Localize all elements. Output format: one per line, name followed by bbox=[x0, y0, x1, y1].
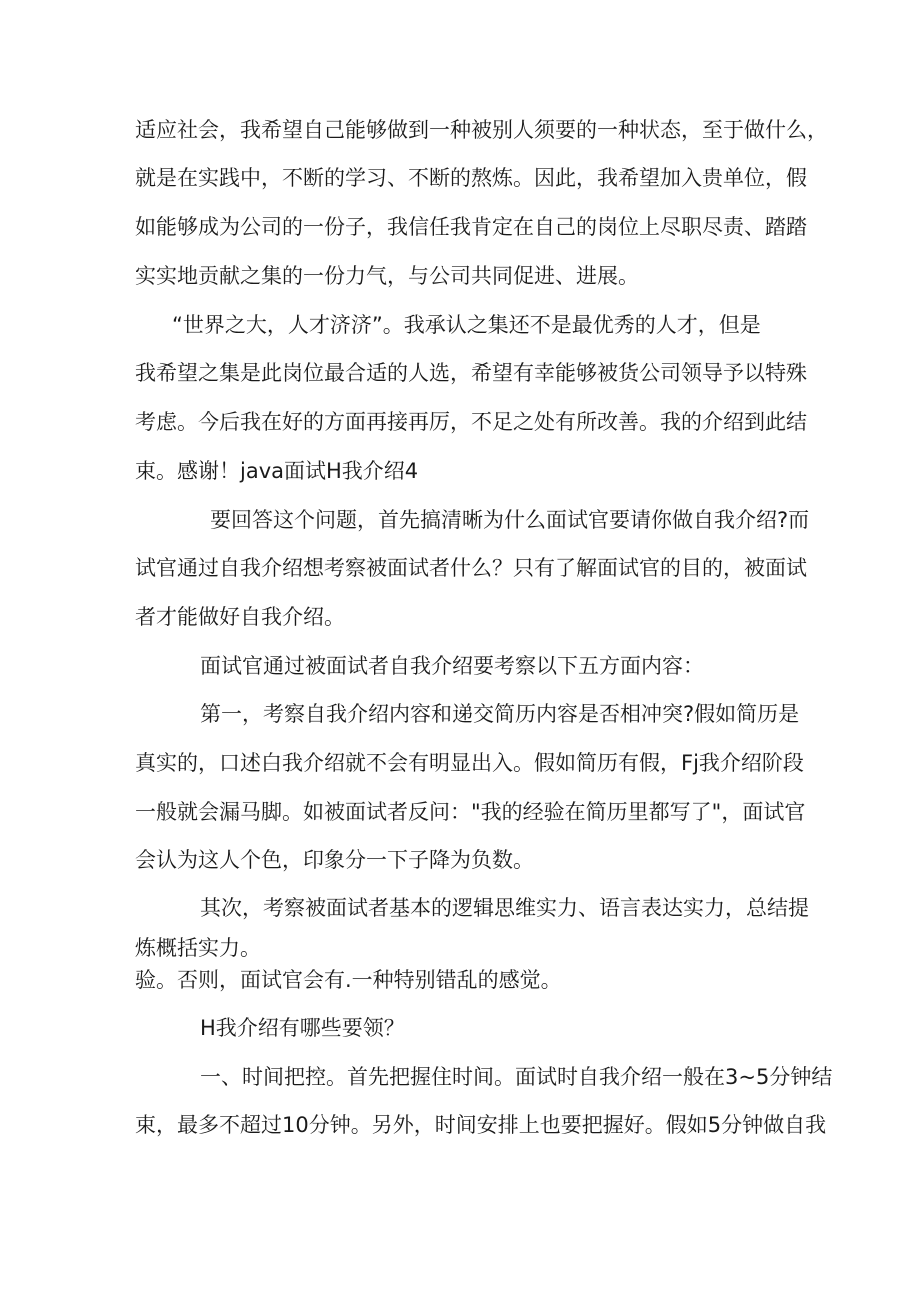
text-line-4: 实实地贡献之集的一份力气，与公司共同促进、进展。 bbox=[135, 264, 639, 288]
text-line-18: 炼概括实力。 bbox=[135, 936, 261, 960]
text-line-5: “世界之大，人才济济”。我承认之集还不是最优秀的人才，但是 bbox=[172, 313, 761, 337]
text-line-9: 要回答这个问题，首先搞清晰为什么面试官要请你做自我介绍?而 bbox=[210, 508, 810, 532]
text-line-14: 真实的，口述白我介绍就不会有明显出入。假如简历有假，Fj我介绍阶段 bbox=[135, 751, 804, 775]
text-line-7: 考虑。今后我在好的方面再接再厉，不足之处有所改善。我的介绍到此结 bbox=[135, 410, 807, 434]
text-line-1: 适应社会，我希望自己能够做到一种被别人须要的一种状态，至于做什么， bbox=[135, 118, 828, 142]
text-line-2: 就是在实践中，不断的学习、不断的熬炼。因此，我希望加入贵单位，假 bbox=[135, 166, 807, 190]
text-line-6: 我希望之集是此岗位最合适的人选，希望有幸能够被货公司领导予以特殊 bbox=[135, 361, 807, 385]
text-line-13: 第一，考察自我介绍内容和递交简历内容是否相冲突?假如简历是 bbox=[200, 702, 800, 726]
text-line-20: H我介绍有哪些要领？ bbox=[200, 1016, 405, 1040]
text-line-22: 束，最多不超过10分钟。另外，时间安排上也要把握好。假如5分钟做自我 bbox=[135, 1113, 827, 1137]
text-line-8: 束。感谢！java面试H我介绍4 bbox=[135, 459, 419, 483]
text-line-17: 其次，考察被面试者基本的逻辑思维实力、语言表达实力，总结提 bbox=[200, 896, 809, 920]
text-line-3: 如能够成为公司的一份子，我信任我肯定在自己的岗位上尽职尽责、踏踏 bbox=[135, 215, 807, 239]
text-line-15: 一般就会漏马脚。如被面试者反问："我的经验在简历里都写了"，面试官 bbox=[135, 800, 806, 824]
text-line-10: 试官通过自我介绍想考察被面试者什么？只有了解面试官的目的，被面试 bbox=[135, 556, 807, 580]
text-line-11: 者才能做好自我介绍。 bbox=[135, 605, 345, 629]
text-line-16: 会认为这人个色，印象分一下子降为负数。 bbox=[135, 848, 534, 872]
text-line-12: 面试官通过被面试者自我介绍要考察以下五方面内容： bbox=[200, 654, 704, 678]
text-line-21: 一、时间把控。首先把握住时间。面试时自我介绍一般在3~5分钟结 bbox=[200, 1065, 833, 1089]
text-line-19: 验。否则，面试官会有.一种特别错乱的感觉。 bbox=[135, 968, 562, 992]
